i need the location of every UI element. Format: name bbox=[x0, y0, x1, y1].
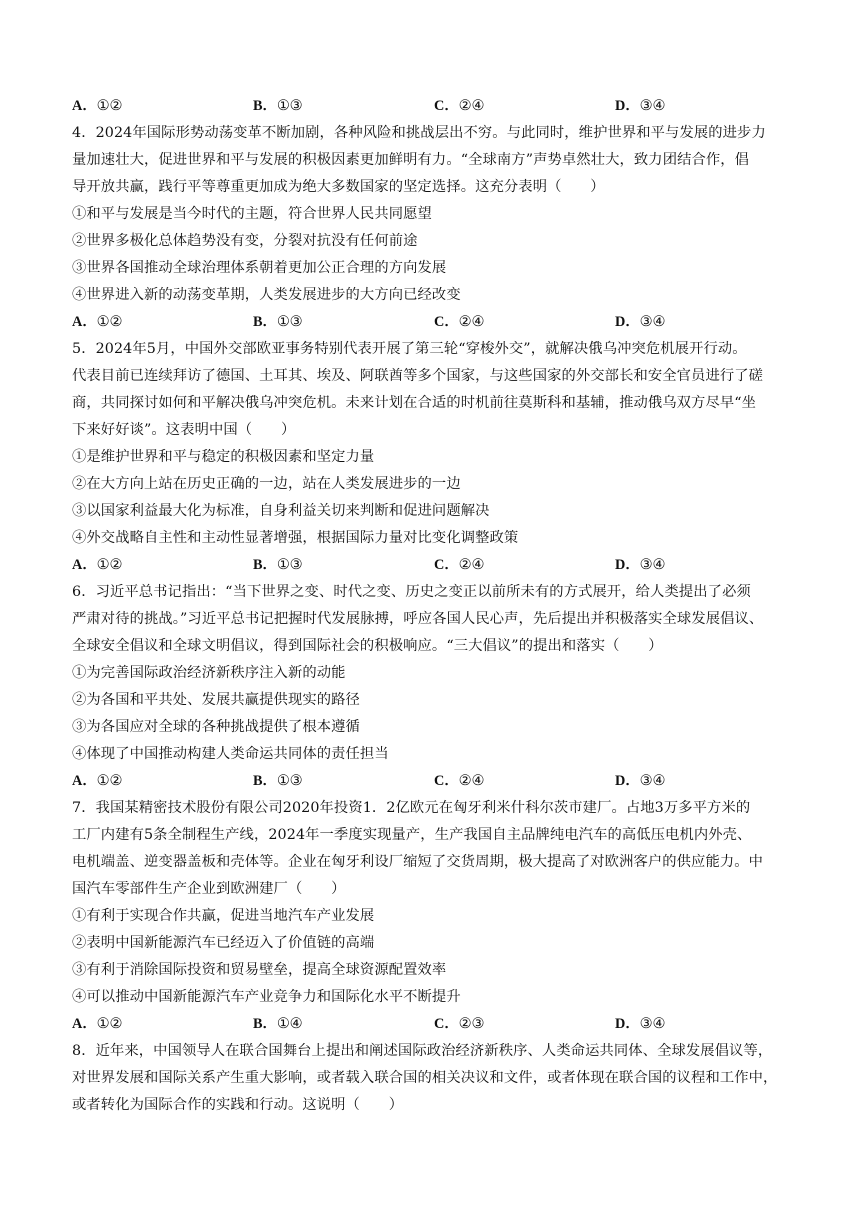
option-c: C．②④ bbox=[434, 557, 485, 573]
option-d: D．③④ bbox=[615, 557, 666, 573]
question-stem: 严肃对待的挑战。”习近平总书记把握时代发展脉搏，呼应各国人民心声，先后提出并积极落实全球发展倡议、 bbox=[72, 611, 764, 627]
statement-3: ③以国家利益最大化为标准，自身利益关切来判断和促进问题解决 bbox=[72, 503, 490, 519]
question-stem: 工厂内建有5条全制程生产线，2024年一季度实现量产，生产我国自主品牌纯电汽车的高低压电机内外壳、 bbox=[72, 827, 752, 843]
option-a: A．①② bbox=[72, 1016, 123, 1032]
question-stem: 或者转化为国际合作的实践和行动。这说明（ ） bbox=[72, 1097, 404, 1113]
q7-options bbox=[72, 1011, 798, 1038]
question-7 bbox=[72, 795, 798, 1038]
question-5 bbox=[72, 336, 798, 579]
option-b: B．①③ bbox=[253, 557, 303, 573]
statement-3: ③为各国应对全球的各种挑战提供了根本遵循 bbox=[72, 719, 360, 735]
q4-options bbox=[72, 309, 798, 336]
question-6 bbox=[72, 579, 798, 795]
q3-options bbox=[72, 93, 798, 120]
question-stem: 全球安全倡议和全球文明倡议，得到国际社会的积极响应。“三大倡议”的提出和落实（ ） bbox=[72, 638, 663, 654]
question-stem: 电机端盖、逆变器盖板和壳体等。企业在匈牙利设厂缩短了交货周期，极大提高了对欧洲客户的供应能力。中 bbox=[72, 854, 764, 870]
question-stem: 下来好好谈”。这表明中国（ ） bbox=[72, 422, 296, 438]
question-4 bbox=[72, 120, 798, 336]
question-8 bbox=[72, 1038, 798, 1119]
option-d: D．③④ bbox=[615, 773, 666, 789]
question-stem: 7．我国某精密技术股份有限公司2020年投资1．2亿欧元在匈牙利米什科尔茨市建厂。占地3万多平方米的 bbox=[72, 800, 751, 816]
statement-1: ①和平与发展是当今时代的主题，符合世界人民共同愿望 bbox=[72, 206, 432, 222]
question-stem: 8．近年来，中国领导人在联合国舞台上提出和阐述国际政治经济新秩序、人类命运共同体、全球发展倡议等， bbox=[72, 1043, 773, 1059]
statement-4: ④可以推动中国新能源汽车产业竞争力和国际化水平不断提升 bbox=[72, 989, 461, 1005]
option-d: D．③④ bbox=[615, 1016, 666, 1032]
option-d: D．③④ bbox=[615, 98, 666, 114]
option-a: A．①② bbox=[72, 314, 123, 330]
option-b: B．①③ bbox=[253, 98, 303, 114]
option-c: C．②④ bbox=[434, 773, 485, 789]
question-stem: 导开放共赢，践行平等尊重更加成为绝大多数国家的坚定选择。这充分表明（ ） bbox=[72, 179, 605, 195]
option-c: C．②③ bbox=[434, 1016, 485, 1032]
question-stem: 4．2024年国际形势动荡变革不断加剧，各种风险和挑战层出不穷。与此同时，维护世界和平与发展的进步力 bbox=[72, 125, 766, 141]
statement-2: ②表明中国新能源汽车已经迈入了价值链的高端 bbox=[72, 935, 375, 951]
statement-2: ②世界多极化总体趋势没有变，分裂对抗没有任何前途 bbox=[72, 233, 418, 249]
option-b: B．①④ bbox=[253, 1016, 303, 1032]
question-stem: 6．习近平总书记指出：“当下世界之变、时代之变、历史之变正以前所未有的方式展开，给人类提出了必须 bbox=[72, 584, 751, 600]
question-stem: 代表目前已连续拜访了德国、土耳其、埃及、阿联酋等多个国家，与这些国家的外交部长和安全官员进行了磋 bbox=[72, 368, 764, 384]
option-c: C．②④ bbox=[434, 98, 485, 114]
option-a: A．①② bbox=[72, 773, 123, 789]
statement-4: ④体现了中国推动构建人类命运共同体的责任担当 bbox=[72, 746, 389, 762]
option-a: A．①② bbox=[72, 557, 123, 573]
q5-options bbox=[72, 552, 798, 579]
exam-page bbox=[72, 93, 798, 1119]
statement-3: ③世界各国推动全球治理体系朝着更加公正合理的方向发展 bbox=[72, 260, 447, 276]
option-c: C．②④ bbox=[434, 314, 485, 330]
statement-1: ①是维护世界和平与稳定的积极因素和坚定力量 bbox=[72, 449, 375, 465]
option-b: B．①③ bbox=[253, 314, 303, 330]
statement-4: ④世界进入新的动荡变革期，人类发展进步的大方向已经改变 bbox=[72, 287, 461, 303]
option-b: B．①③ bbox=[253, 773, 303, 789]
statement-1: ①有利于实现合作共赢，促进当地汽车产业发展 bbox=[72, 908, 375, 924]
question-stem: 国汽车零部件生产企业到欧洲建厂（ ） bbox=[72, 881, 346, 897]
question-stem: 对世界发展和国际关系产生重大影响，或者载入联合国的相关决议和文件，或者体现在联合国的议程和工作中， bbox=[72, 1070, 778, 1086]
option-a: A．①② bbox=[72, 98, 123, 114]
statement-2: ②为各国和平共处、发展共赢提供现实的路径 bbox=[72, 692, 360, 708]
statement-1: ①为完善国际政治经济新秩序注入新的动能 bbox=[72, 665, 346, 681]
statement-4: ④外交战略自主性和主动性显著增强，根据国际力量对比变化调整政策 bbox=[72, 530, 519, 546]
question-stem: 5．2024年5月，中国外交部欧亚事务特别代表开展了第三轮“穿梭外交”，就解决俄乌冲突危机展开行动。 bbox=[72, 341, 747, 357]
q6-options bbox=[72, 768, 798, 795]
statement-3: ③有利于消除国际投资和贸易壁垒，提高全球资源配置效率 bbox=[72, 962, 447, 978]
question-stem: 商，共同探讨如何和平解决俄乌冲突危机。未来计划在合适的时机前往莫斯科和基辅，推动俄乌双方尽早“坐 bbox=[72, 395, 757, 411]
question-stem: 量加速壮大，促进世界和平与发展的积极因素更加鲜明有力。“全球南方”声势卓然壮大，致力团结合作，倡 bbox=[72, 152, 750, 168]
statement-2: ②在大方向上站在历史正确的一边，站在人类发展进步的一边 bbox=[72, 476, 461, 492]
option-d: D．③④ bbox=[615, 314, 666, 330]
